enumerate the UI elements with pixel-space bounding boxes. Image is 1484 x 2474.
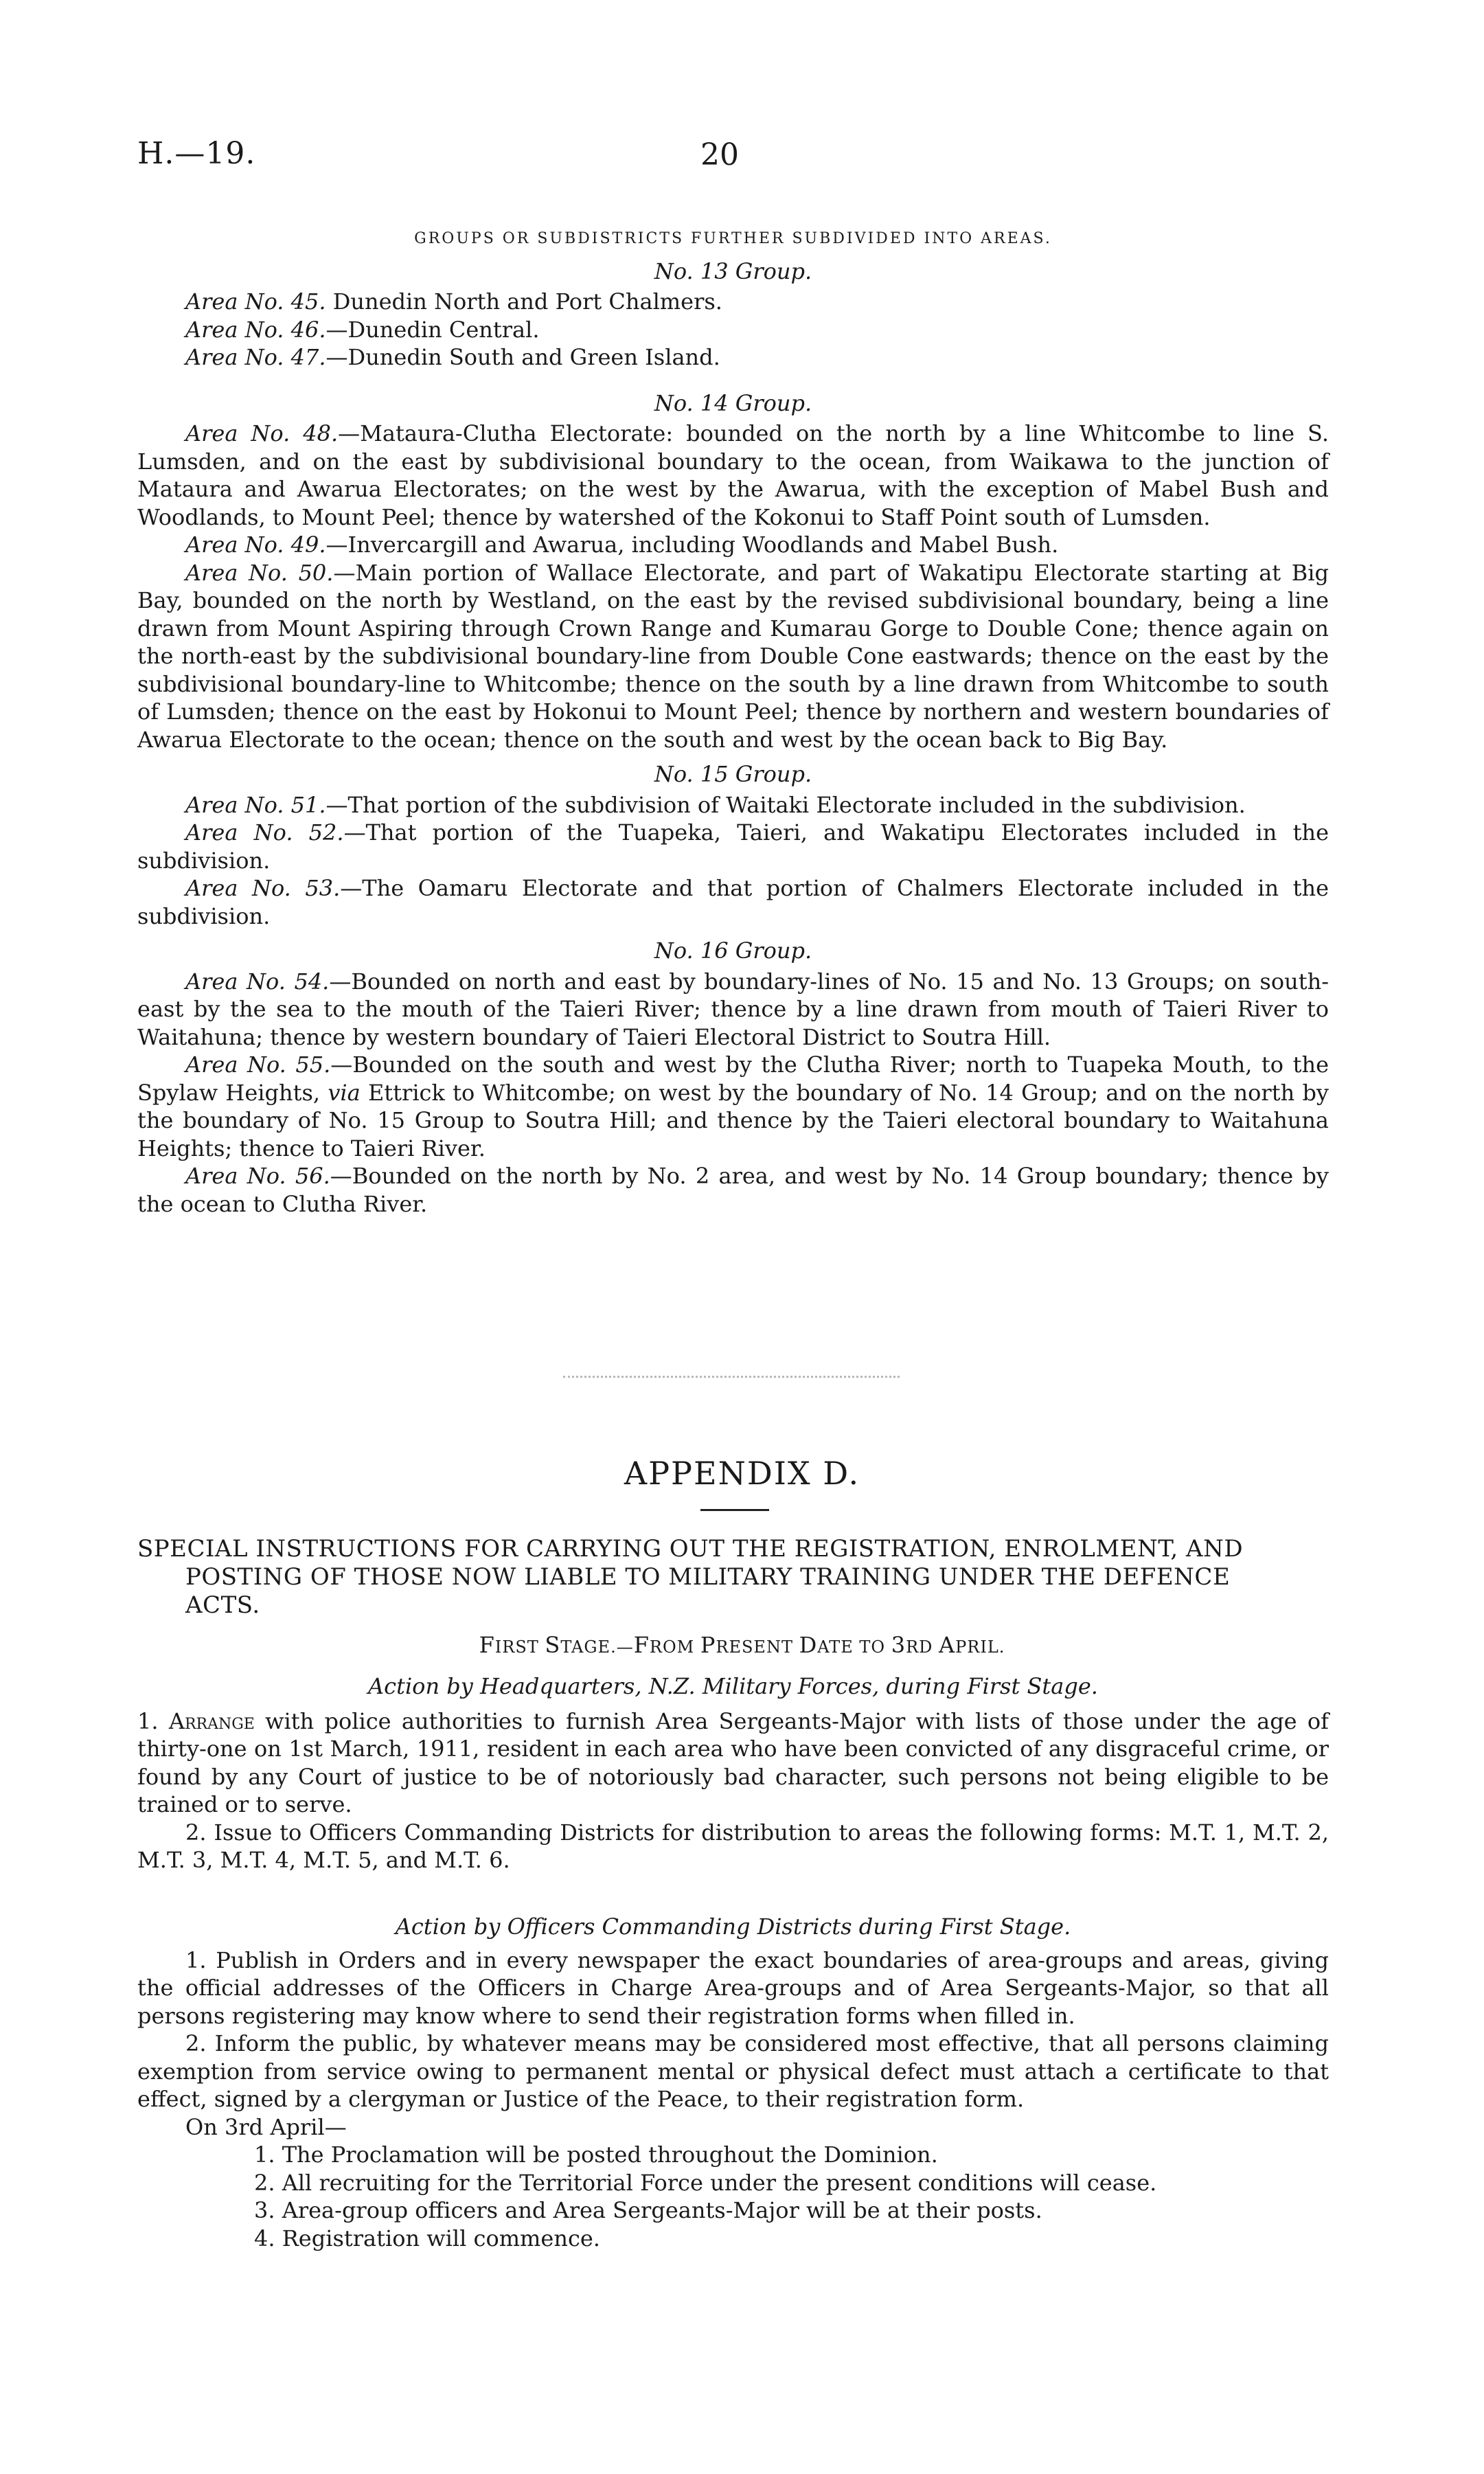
area-item: Area No. 46.—Dunedin Central.	[185, 316, 540, 343]
section-heading: GROUPS OR SUBDISTRICTS FURTHER SUBDIVIDED INTO AREAS.	[414, 230, 1052, 247]
area-item: Area No. 53.—The Oamaru Electorate and that portion of Chalmers Electorate included in the subdivision.	[137, 875, 1329, 929]
ocd-section	[137, 1913, 1329, 2252]
group-15-title: No. 15 Group.	[654, 761, 812, 787]
area-item: Area No. 55.—Bounded on the south and west by the Clutha River; north to Tuapeka Mouth, to the Spylaw Heights, via Ettrick to Whitcombe; on west by the boundary of No. 14 Group; and on the north by the boundary of No. 15 Group to Soutra Hill; and thence by the Taieri electoral boundary to Waitahuna Heights; thence to Taieri River.	[137, 1052, 1329, 1161]
report-reference: H.—19.	[137, 136, 256, 171]
ocd-item: 2. Inform the public, by whatever means may be considered most effective, that all persons claiming exemption from service owing to permanent mental or physical defect must attach a certificate to that effect, signed by a clergyman or Justice of the Peace, to their registration form.	[137, 2030, 1329, 2112]
hq-item: 1. Arrange with police authorities to furnish Area Sergeants-Major with lists of those under the age of thirty-one on 1st March, 1911, resident in each area who have been convicted of any disgraceful crime, or found by any Court of justice to be of notoriously bad character, such persons not being eligible to be trained or to serve.	[137, 1707, 1329, 1817]
april-item: 3. Area-group officers and Area Sergeants-Major will be at their posts.	[254, 2197, 1042, 2223]
group-16-title: No. 16 Group.	[654, 938, 812, 964]
area-item: Area No. 56.—Bounded on the north by No. 2 area, and west by No. 14 Group boundary; thence by the ocean to Clutha River.	[137, 1163, 1329, 1217]
area-item: Area No. 49.—Invercargill and Awarua, including Woodlands and Mabel Bush.	[185, 532, 1059, 558]
section-divider	[563, 1376, 900, 1378]
appendix-title: APPENDIX D.	[624, 1455, 860, 1492]
hq-item: 2. Issue to Officers Commanding Districts for distribution to areas the following forms: M.T. 1, M.T. 2, M.T. 3, M.T. 4, M.T. 5, and M.T. 6.	[137, 1819, 1329, 1873]
areas-section	[137, 225, 1329, 1218]
april-item: 2. All recruiting for the Territorial Force under the present conditions will cease.	[254, 2169, 1157, 2196]
title-rule	[700, 1509, 769, 1511]
area-item: Area No. 54.—Bounded on north and east by boundary-lines of No. 15 and No. 13 Groups; on south-east by the sea to the mouth of the Taieri River; thence by a line drawn from mouth of Taieri River to Waitahuna; thence by western boundary of Taieri Electoral District to Soutra Hill.	[137, 968, 1329, 1050]
page-number: 20	[700, 137, 739, 172]
area-item: Area No. 51.—That portion of the subdivision of Waitaki Electorate included in the subdivision.	[185, 791, 1246, 818]
stage-heading: FIRST STAGE.—FROM PRESENT DATE TO 3RD APRIL.	[479, 1632, 1005, 1658]
instructions-title: SPECIAL INSTRUCTIONS FOR CARRYING OUT THE REGISTRATION, ENROLMENT, AND POSTING OF THOSE NOW LIABLE TO MILITARY TRAINING UNDER THE DEFENCE ACTS.	[137, 1535, 1244, 1619]
area-item: Area No. 45. Dunedin North and Port Chalmers.	[185, 288, 722, 315]
group-14-title: No. 14 Group.	[654, 389, 812, 416]
april-item: 1. The Proclamation will be posted throughout the Dominion.	[254, 2142, 938, 2168]
on-date: On 3rd April—	[185, 2113, 347, 2140]
ocd-heading: Action by Officers Commanding Districts during First Stage.	[395, 1914, 1071, 1940]
hq-section	[137, 1672, 1329, 1874]
hq-heading: Action by Headquarters, N.Z. Military Forces, during First Stage.	[368, 1673, 1098, 1699]
area-item: Area No. 47.—Dunedin South and Green Island.	[185, 344, 720, 370]
area-item: Area No. 52.—That portion of the Tuapeka, Taieri, and Wakatipu Electorates included in the subdivision.	[137, 819, 1329, 874]
april-item: 4. Registration will commence.	[254, 2225, 600, 2251]
area-item: Area No. 48.—Mataura-Clutha Electorate: bounded on the north by a line Whitcombe to line S. Lumsden, and on the east by subdivisional boundary to the ocean, from Waikawa to the junction of Mataura and Awarua Electorates; on the west by the Awarua, with the exception of Mabel Bush and Woodlands, to Mount Peel; thence by watershed of the Kokonui to Staff Point south of Lumsden.	[137, 420, 1329, 530]
group-13-title: No. 13 Group.	[654, 258, 812, 284]
ocd-item: 1. Publish in Orders and in every newspaper the exact boundaries of area-groups and areas, giving the official addresses of the Officers in Charge Area-groups and of Area Sergeants-Major, so that all persons registering may know where to send their registration forms when filled in.	[137, 1947, 1329, 2029]
area-item: Area No. 50.—Main portion of Wallace Electorate, and part of Wakatipu Electorate starting at Big Bay, bounded on the north by Westland, on the east by the revised subdivisional boundary, being a line drawn from Mount Aspiring through Crown Range and Kumarau Gorge to Double Cone; thence again on the north-east by the subdivisional boundary-line from Double Cone eastwards; thence on the east by the subdivisional boundary-line to Whitcombe; thence on the south by a line drawn from Whitcombe to south of Lumsden; thence on the east by Hokonui to Mount Peel; thence by northern and western boundaries of Awarua Electorate to the ocean; thence on the south and west by the ocean back to Big Bay.	[137, 559, 1329, 753]
